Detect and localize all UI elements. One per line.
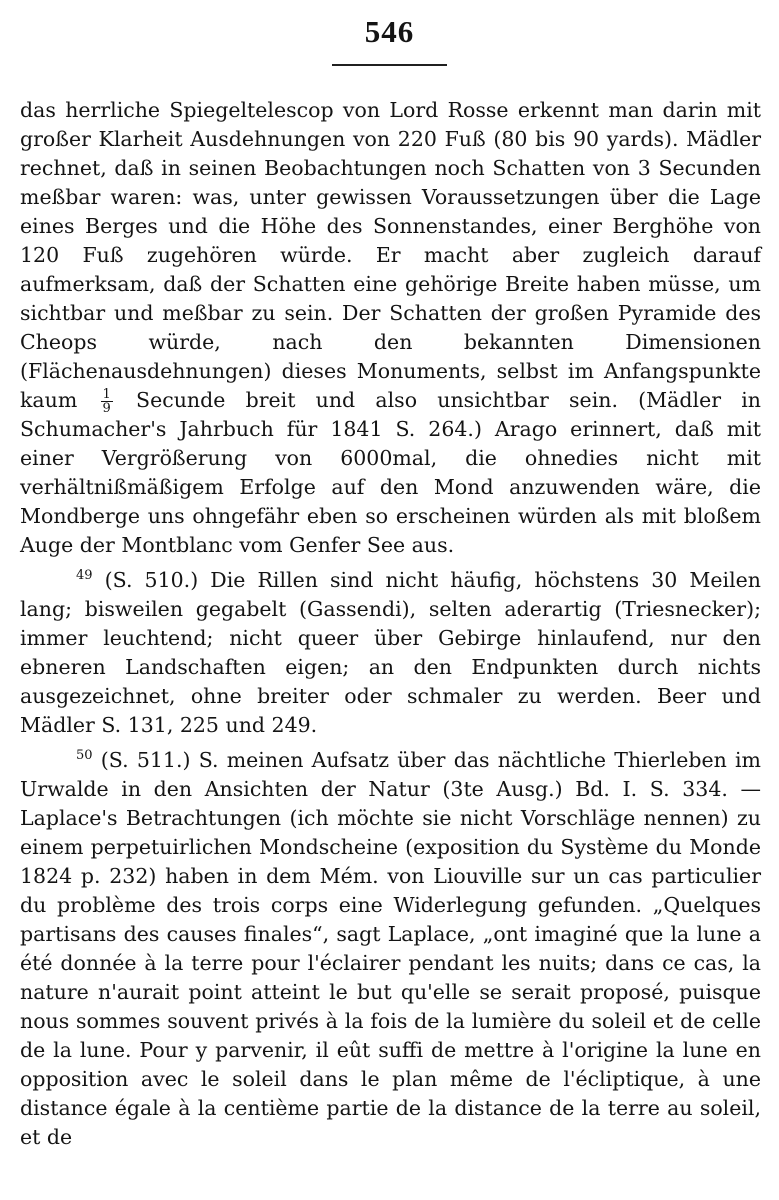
paragraph-text-part-1: das herrliche Spiegeltelescop von Lord Rosse erkennt man darin mit großer Klarheit Ausdehnungen von 220 Fuß (80 bis 90 yards). Mädler rechnet, daß in seinen Beobachtungen noch Schatten von 3 Secunden meßbar waren: was, unter gewissen Voraussetzungen über die Lage eines Berges und die Höhe des Sonnenstandes, einer Berghöhe von 120 Fuß zugehören würde. Er macht aber zugleich darauf aufmerksam, daß der Schatten eine gehörige Breite haben müsse, um sichtbar und meßbar zu sein. Der Schatten der großen Pyramide des Cheops würde, nach den bekannten Dimensionen (Flächenausdehnungen) dieses Monuments, selbst im Anfangspunkte kaum <box>20 98 761 412</box>
fraction <box>101 388 113 415</box>
fraction-numerator: 1 <box>102 387 111 402</box>
body-text <box>20 96 761 1152</box>
footnote-text: (S. 510.) Die Rillen sind nicht häufig, höchstens 30 Meilen lang; bisweilen gegabelt (Gassendi), selten aderartig (Triesnecker); immer leuchtend; nicht queer über Gebirge hinlaufend, nur den ebneren Landschaften eigen; an den Endpunkten durch nichts ausgezeichnet, ohne breiter oder schmaler zu werden. Beer und Mädler S. 131, 225 und 249. <box>20 568 761 737</box>
footnote-49 <box>20 566 761 740</box>
footnote-50 <box>20 746 761 1152</box>
footnote-number: 50 <box>76 748 93 764</box>
footnote-text: (S. 511.) S. meinen Aufsatz über das nächtliche Thierleben im Urwalde in den Ansichten der Natur (3te Ausg.) Bd. I. S. 334. — Laplace's Betrachtungen (ich möchte sie nicht Vorschläge nennen) zu einem perpetuirlichen Mondscheine (exposition du Système du Monde 1824 p. 232) haben in dem Mém. von Liouville sur un cas particulier du problème des trois corps eine Widerlegung gefunden. „Quelques partisans des causes finales“, sagt Laplace, „ont imaginé que la lune a été donnée à la terre pour l'éclairer pendant les nuits; dans ce cas, la nature n'aurait point atteint le but qu'elle se serait proposé, puisque nous sommes souvent privés à la fois de la lumière du soleil et de celle de la lune. Pour y parvenir, il eût suffi de mettre à l'origine la lune en opposition avec le soleil dans le plan même de l'écliptique, à une distance égale à la centième partie de la distance de la terre au soleil, et de <box>20 748 761 1149</box>
paragraph-text-part-2: Secunde breit und also unsichtbar sein. (Mädler in Schumacher's Jahrbuch für 1841 S. 264.) Arago erinnert, daß mit einer Vergrößerung von 6000mal, die ohnedies nicht mit verhältnißmäßigem Erfolge auf den Mond anzuwenden wäre, die Mondberge uns ohngefähr eben so erscheinen würden als mit bloßem Auge der Montblanc vom Genfer See aus. <box>20 388 761 557</box>
fraction-denominator: 9 <box>102 401 111 416</box>
header-rule <box>332 64 447 66</box>
page-number: 546 <box>364 14 415 49</box>
footnote-number: 49 <box>76 568 93 584</box>
paragraph-continuation <box>20 96 761 560</box>
